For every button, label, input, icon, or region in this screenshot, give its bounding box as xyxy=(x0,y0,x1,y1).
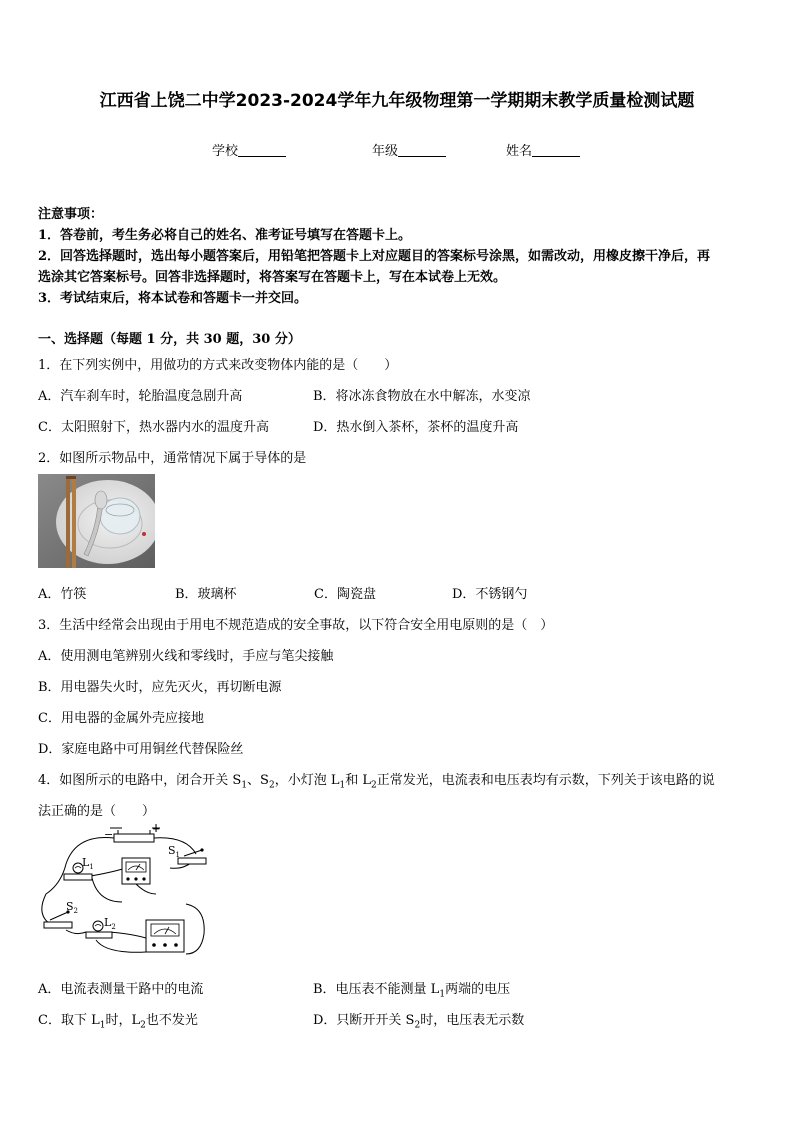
school-field xyxy=(212,140,286,159)
q1-option-a: A．汽车刹车时，轮胎温度急剧升高 xyxy=(38,389,243,404)
tableware-photo xyxy=(38,474,155,568)
plus-label: + xyxy=(152,824,161,835)
notice-heading: 注意事项： xyxy=(38,207,104,222)
school-blank xyxy=(238,144,286,157)
q2-option-c: C．陶瓷盘 xyxy=(314,587,376,602)
name-blank xyxy=(532,144,580,157)
q2-option-b: B．玻璃杯 xyxy=(175,587,237,602)
chopstick-2 xyxy=(72,476,76,568)
switch-s1 xyxy=(178,848,206,864)
q1-option-c: C．太阳照射下，热水器内水的温度升高 xyxy=(38,420,269,435)
q3-option-c: C．用电器的金属外壳应接地 xyxy=(38,711,204,726)
q2-option-a: A．竹筷 xyxy=(38,587,87,602)
notice-item-2: 2．回答选择题时，选出每小题答案后，用铅笔把答题卡上对应题目的答案标号涂黑，如需改动，用橡皮擦干净后，再 xyxy=(38,249,711,264)
battery-shape xyxy=(114,834,154,842)
notice-item-3: 3．考试结束后，将本试卷和答题卡一并交回。 xyxy=(38,291,308,306)
voltmeter xyxy=(146,920,184,952)
notice-item-2-cont: 选涂其它答案标号。回答非选择题时，将答案写在答题卡上，写在本试卷上无效。 xyxy=(38,270,507,285)
circuit-diagram xyxy=(36,824,226,972)
q4-option-b: B．电压表不能测量 $L_1$两端的电压 xyxy=(313,982,511,1000)
q3-stem: 3．生活中经常会出现由于用电不规范造成的安全事故，以下符合安全用电原则的是（ ） xyxy=(38,618,554,633)
name-label: 姓名 xyxy=(506,144,533,159)
grade-blank xyxy=(398,144,446,157)
s1-label: $S_1$ xyxy=(168,844,181,859)
name-field xyxy=(506,140,580,159)
chopstick-1 xyxy=(66,476,70,568)
section-heading: 一、选择题（每题 1 分，共 30 题，30 分） xyxy=(38,332,301,347)
grade-label: 年级 xyxy=(372,144,399,159)
q4-stem-line2: 法正确的是（ ） xyxy=(38,804,156,819)
q4-option-a: A．电流表测量干路中的电流 xyxy=(38,982,204,997)
q1-option-b: B．将冰冻食物放在水中解冻，水变凉 xyxy=(313,389,531,404)
q1-stem: 1．在下列实例中，用做功的方式来改变物体内能的是（ ） xyxy=(38,358,398,373)
q4-option-c: C．取下 $L_1$时，$L_2$也不发光 xyxy=(38,1013,198,1031)
q4-option-d: D．只断开开关 $S_2$时，电压表无示数 xyxy=(313,1013,525,1031)
grade-field xyxy=(372,140,446,159)
school-label: 学校 xyxy=(212,144,239,159)
ammeter xyxy=(122,858,150,884)
q3-option-a: A．使用测电笔辨别火线和零线时，手应与笔尖接触 xyxy=(38,649,334,664)
q4-stem-line1: 4．如图所示的电路中，闭合开关 $S_1$、$S_2$，小灯泡 $L_1$和 $L_2$正常发光，电流表和电压表均有示数，下列关于该电路的说 xyxy=(38,773,715,791)
minus-label: − xyxy=(104,828,114,841)
l2-label: $L_2$ xyxy=(104,916,116,931)
q1-option-d: D．热水倒入茶杯，茶杯的温度升高 xyxy=(313,420,519,435)
switch-s2 xyxy=(44,910,72,928)
q2-stem: 2．如图所示物品中，通常情况下属于导体的是 xyxy=(38,451,307,466)
notice-item-1: 1．答卷前，考生务必将自己的姓名、准考证号填写在答题卡上。 xyxy=(38,228,412,243)
q2-option-d: D．不锈钢勺 xyxy=(452,587,528,602)
q3-option-b: B．用电器失火时，应先灭火，再切断电源 xyxy=(38,680,282,695)
q3-option-d: D．家庭电路中可用铜丝代替保险丝 xyxy=(38,742,244,757)
page-title: 江西省上饶二中学2023-2024学年九年级物理第一学期期末教学质量检测试题 xyxy=(99,91,695,111)
l1-label: $L_1$ xyxy=(82,856,94,871)
s2-label: $S_2$ xyxy=(66,900,79,915)
